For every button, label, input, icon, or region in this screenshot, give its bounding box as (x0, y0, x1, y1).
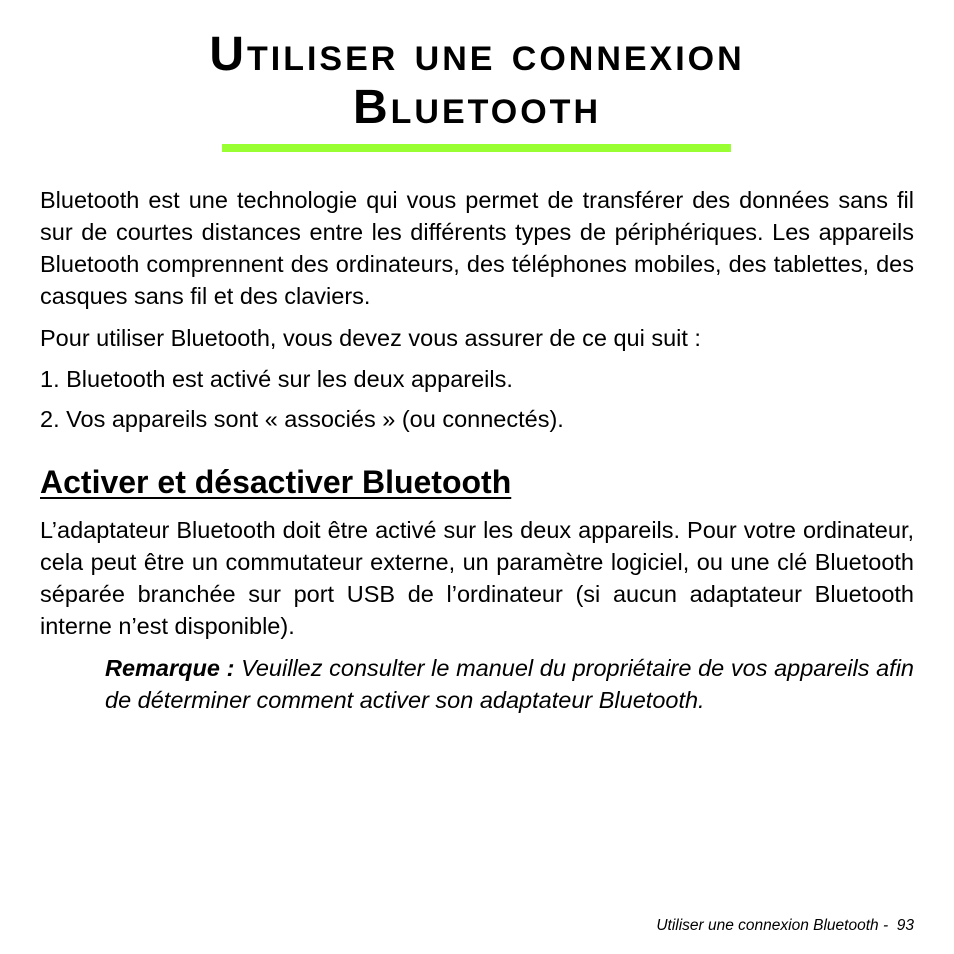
footer-page-number: 93 (896, 917, 914, 934)
note-label: Remarque : (105, 655, 235, 681)
note-block (105, 652, 914, 716)
page-title (0, 28, 954, 134)
section-heading: Activer et désactiver Bluetooth (40, 464, 512, 500)
adapter-paragraph: L’adaptateur Bluetooth doit être activé sur les deux appareils. Pour votre ordinateur, cela peut être un commutateur externe, un paramètre logiciel, ou une clé Bluetooth séparée branchée sur port USB de l’ordinateur (si aucun adaptateur Bluetooth interne n’est disponible). (40, 517, 914, 639)
footer-running-title: Utiliser une connexion Bluetooth - (656, 917, 889, 934)
note-text: Veuillez consulter le manuel du propriétaire de vos appareils afin de déterminer comment activer son adaptateur Bluetooth. (105, 655, 914, 713)
requirements-paragraph: Pour utiliser Bluetooth, vous devez vous assurer de ce qui suit : (40, 325, 701, 351)
requirement-item-2: 2. Vos appareils sont « associés » (ou connectés). (40, 406, 564, 432)
page-title-line-2: Bluetooth (352, 81, 602, 134)
title-accent-bar (222, 144, 731, 152)
page-title-line-1: Utiliser une connexion (209, 28, 745, 81)
intro-paragraph: Bluetooth est une technologie qui vous permet de transférer des données sans fil sur de courtes distances entre les différents types de périphériques. Les appareils Bluetooth comprennent des ordinateurs, des téléphones mobiles, des tablettes, des casques sans fil et des claviers. (40, 187, 914, 309)
page-footer (656, 916, 914, 936)
requirement-item-1: 1. Bluetooth est activé sur les deux appareils. (40, 366, 513, 392)
